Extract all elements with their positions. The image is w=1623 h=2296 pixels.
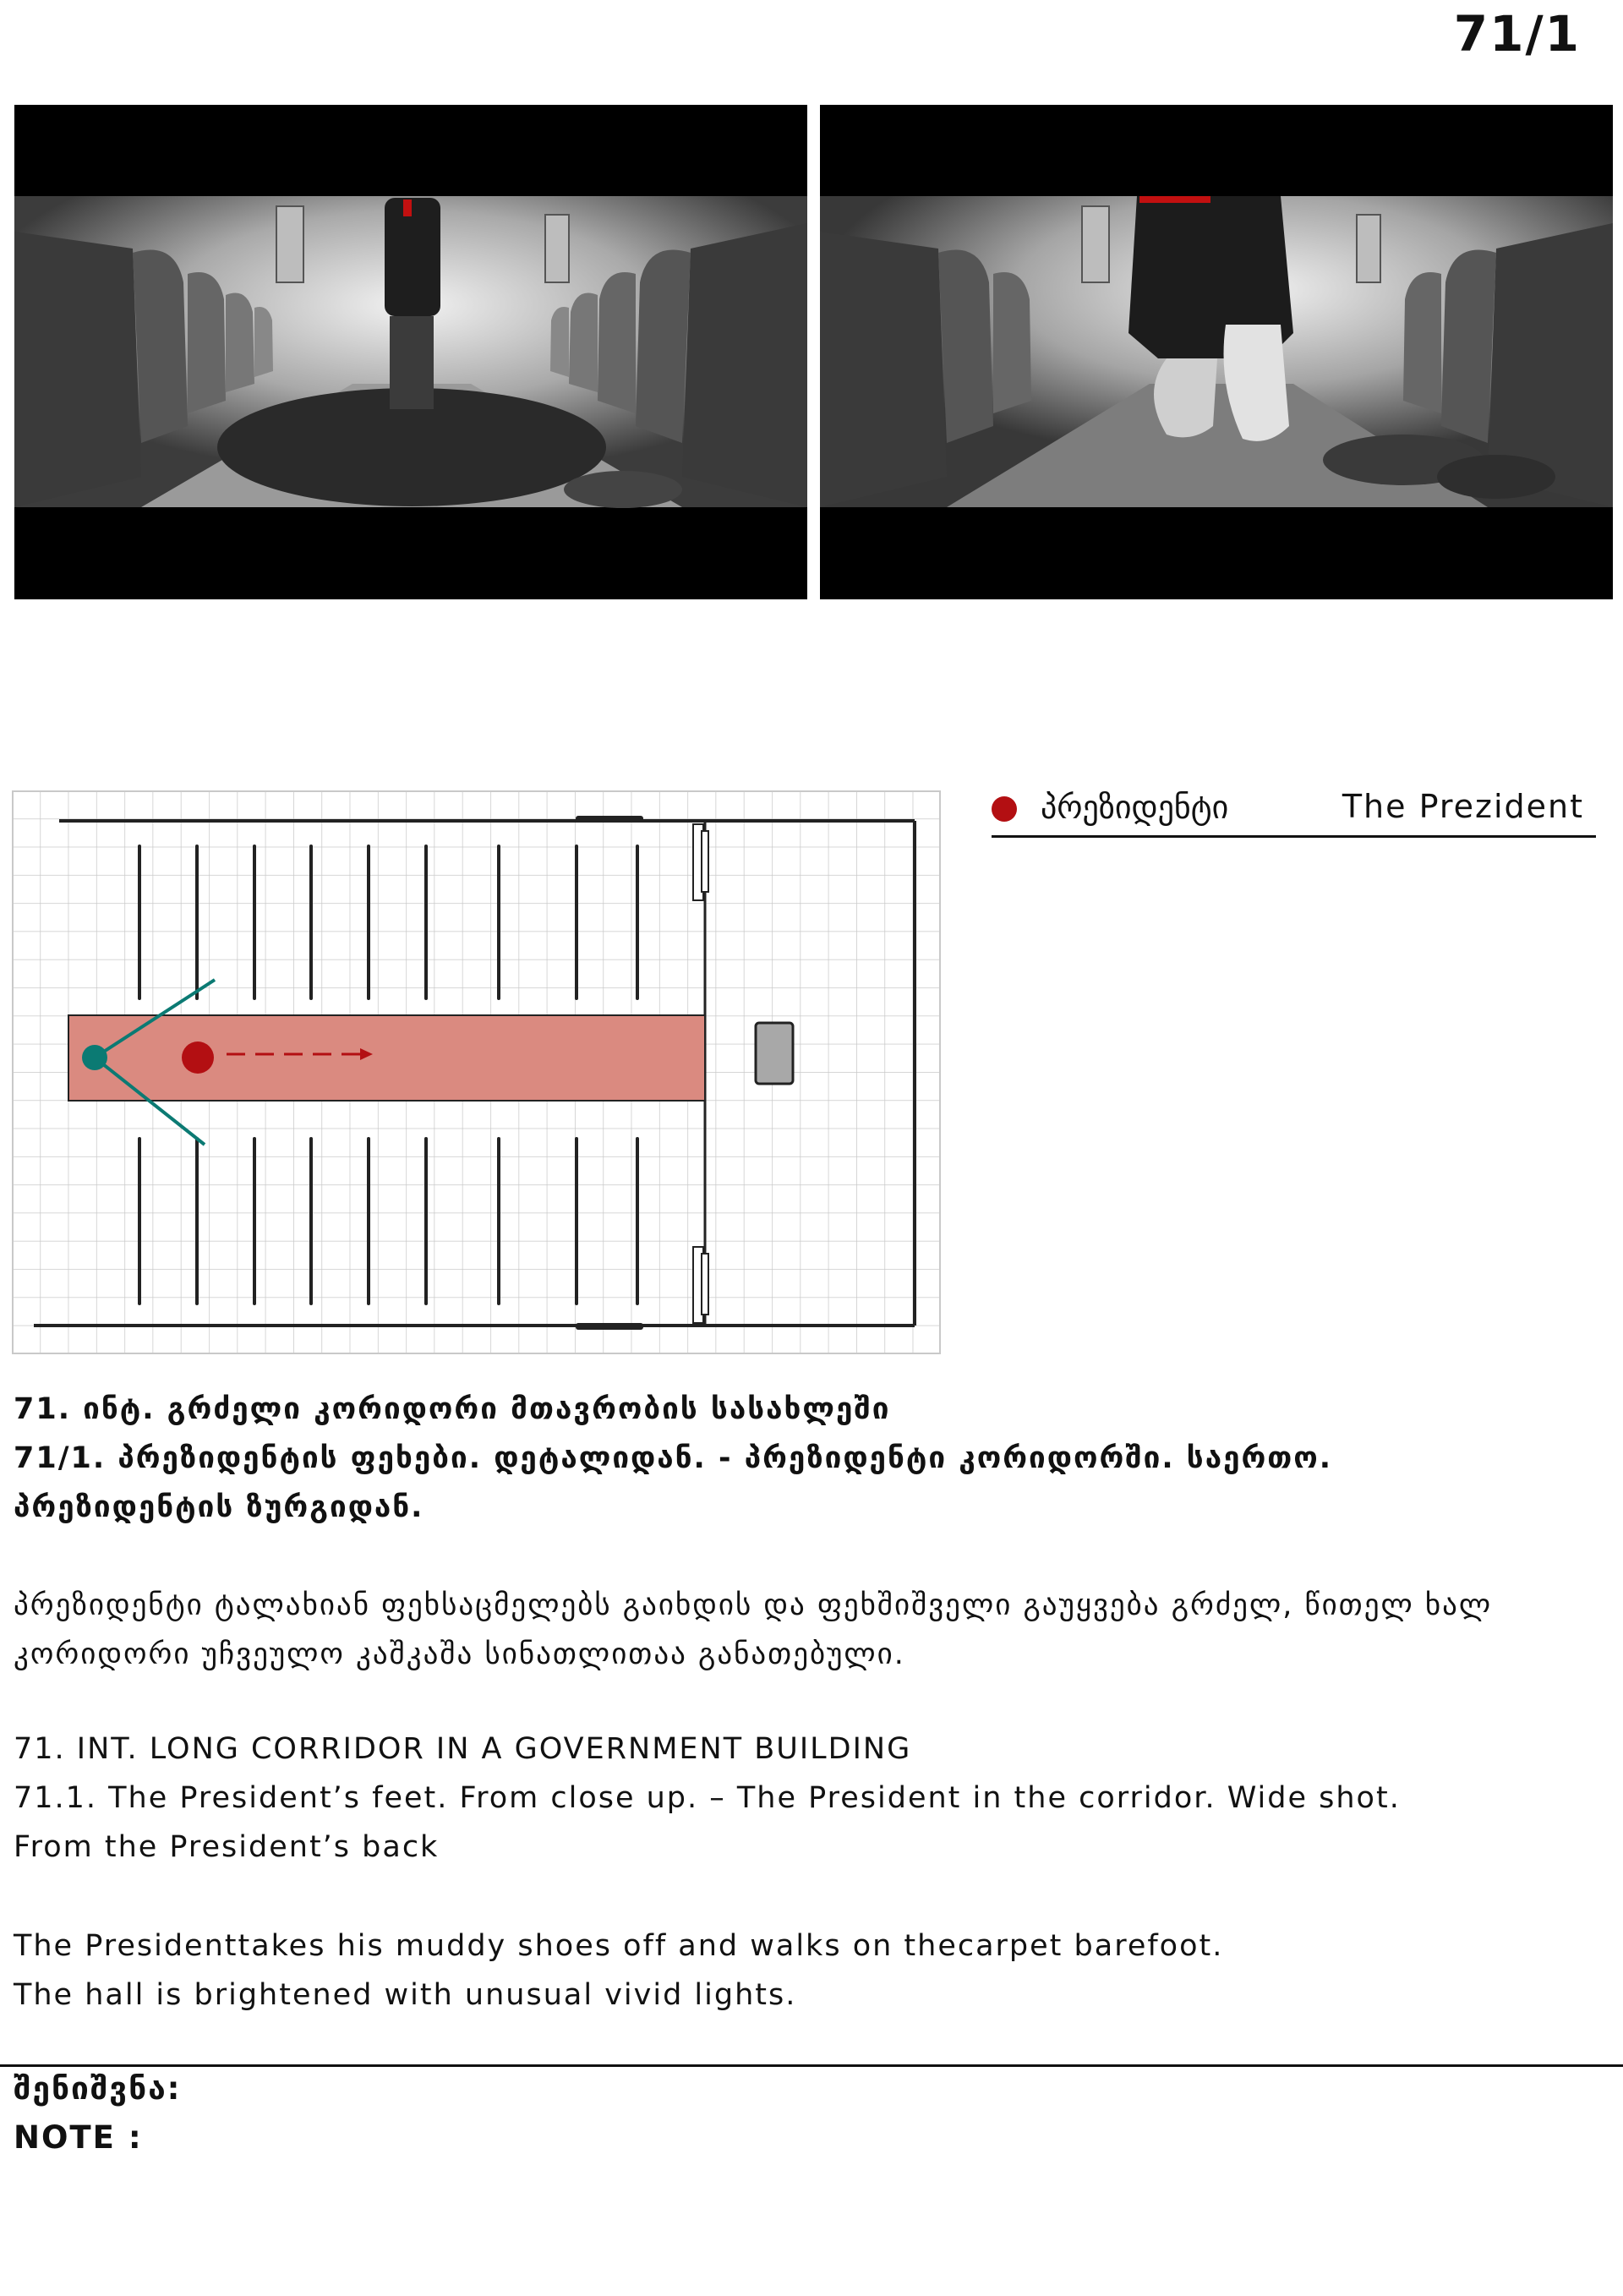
scene-header-ka <box>14 1385 1332 1532</box>
storyboard-sketch-walking-icon <box>14 105 807 599</box>
notes-section <box>14 2064 181 2162</box>
legend <box>992 786 1596 838</box>
description-en <box>14 1922 1223 2020</box>
scene-en-line-3: From the President’s back <box>14 1830 440 1864</box>
floor-plan <box>12 790 941 1354</box>
page-number: 71/1 <box>1453 5 1581 63</box>
president-dot-icon <box>992 796 1017 822</box>
camera-icon <box>82 1045 107 1070</box>
notes-divider <box>0 2064 1623 2067</box>
corridor-floor-plan-icon <box>12 790 941 1354</box>
president-marker-icon <box>182 1041 214 1074</box>
scene-ka-line-2: 71/1. პრეზიდენტის ფეხები. დეტალიდან. - პრეზიდენტი კორიდორში. საერთო. <box>14 1441 1333 1475</box>
desc-ka-line-2: კორიდორი უჩვეულო კაშკაშა სინათლითაა განათებული. <box>14 1637 905 1671</box>
description-ka <box>14 1581 1492 1679</box>
desc-en-line-2: The hall is brightened with unusual vivid lights. <box>14 1978 797 2012</box>
storyboard-frame-1 <box>14 105 807 599</box>
scene-ka-line-1: 71. ინტ. გრძელი კორიდორი მთავრობის სასახლეში <box>14 1392 891 1426</box>
scene-header-en <box>14 1725 1401 1872</box>
notes-label-ka: შენიშვნა: <box>14 2070 182 2107</box>
scene-en-line-2: 71.1. The President’s feet. From close up. – The President in the corridor. Wide shot. <box>14 1781 1401 1815</box>
desc-en-line-1: The Presidenttakes his muddy shoes off and walks on thecarpet barefoot. <box>14 1929 1224 1963</box>
legend-label-ka: პრეზიდენტი <box>1041 789 1229 826</box>
scene-en-line-1: 71. INT. LONG CORRIDOR IN A GOVERNMENT BUILDING <box>14 1732 912 1766</box>
notes-label-en: NOTE : <box>14 2119 143 2156</box>
storyboard-frame-2 <box>820 105 1613 599</box>
legend-label-en: The Prezident <box>1342 788 1584 825</box>
scene-ka-line-3: პრეზიდენტის ზურგიდან. <box>14 1490 424 1524</box>
desc-ka-line-1: პრეზიდენტი ტალახიან ფეხსაცმელებს გაიხდის და ფეხშიშველი გაუყვება გრძელ, წითელ ხალ <box>14 1588 1493 1622</box>
storyboard-sketch-feet-closeup-icon <box>820 105 1613 599</box>
